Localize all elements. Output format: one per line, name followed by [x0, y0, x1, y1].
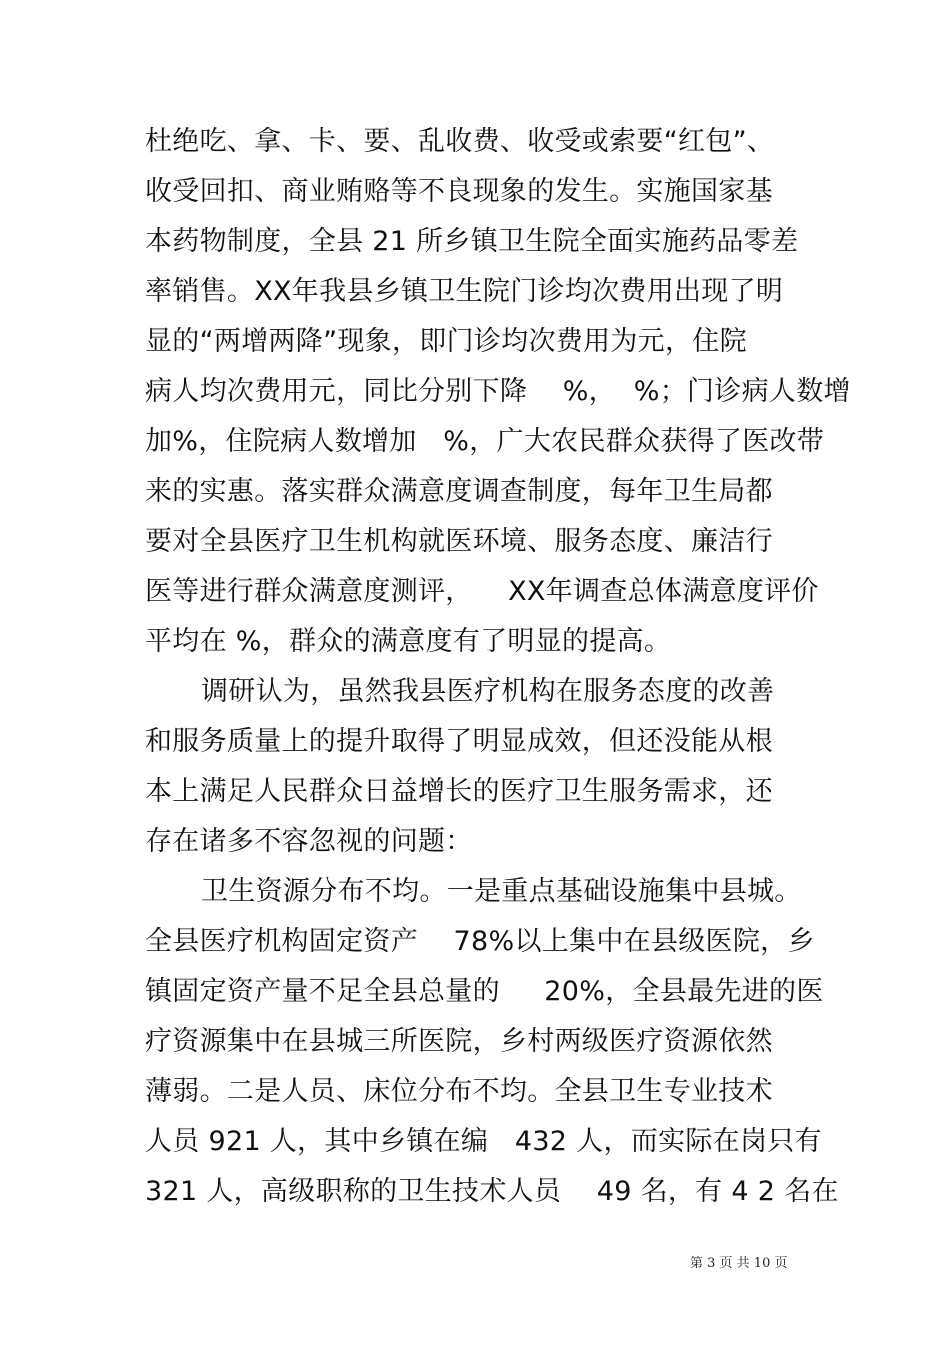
text-line-11: 平均在 %，群众的满意度有了明显的提高。 [145, 626, 672, 657]
text-line-15: 存在诸多不容忽视的问题： [145, 826, 473, 857]
text-line-12: 调研认为，虽然我县医疗机构在服务态度的改善 [201, 676, 775, 707]
page-number: 第 3 页 共 10 页 [690, 1256, 788, 1271]
text-line-9: 要对全县医疗卫生机构就医环境、服务态度、廉洁行 [145, 526, 773, 557]
text-line-22: 321 人，高级职称的卫生技术人员 49 名，有 4 2 名在 [145, 1176, 839, 1207]
text-line-6: 病人均次费用元，同比分别下降 %， %；门诊病人数增 [145, 376, 851, 407]
text-line-7: 加%，住院病人数增加 %，广大农民群众获得了医改带 [145, 426, 825, 457]
text-line-4: 率销售。XX年我县乡镇卫生院门诊均次费用出现了明 [145, 276, 784, 307]
text-line-8: 来的实惠。落实群众满意度调查制度，每年卫生局都 [145, 476, 773, 507]
text-line-18: 镇固定资产量不足全县总量的 20%，全县最先进的医 [145, 976, 824, 1007]
text-line-5: 显的“两增两降”现象，即门诊均次费用为元，住院 [145, 326, 747, 357]
text-line-3: 本药物制度，全县 21 所乡镇卫生院全面实施药品零差 [145, 226, 799, 257]
text-line-20: 薄弱。二是人员、床位分布不均。全县卫生专业技术 [145, 1076, 773, 1107]
text-line-1: 杜绝吃、拿、卡、要、乱收费、收受或索要“红包”、 [145, 126, 775, 157]
text-line-10: 医等进行群众满意度测评， XX年调查总体满意度评价 [145, 576, 819, 607]
text-line-14: 本上满足人民群众日益增长的医疗卫生服务需求，还 [145, 776, 773, 807]
text-line-21: 人员 921 人，其中乡镇在编 432 人，而实际在岗只有 [145, 1126, 822, 1157]
text-line-16: 卫生资源分布不均。一是重点基础设施集中县城。 [201, 876, 802, 907]
text-line-19: 疗资源集中在县城三所医院，乡村两级医疗资源依然 [145, 1026, 773, 1057]
text-line-2: 收受回扣、商业贿赂等不良现象的发生。实施国家基 [145, 176, 773, 207]
text-line-13: 和服务质量上的提升取得了明显成效，但还没能从根 [145, 726, 773, 757]
text-line-17: 全县医疗机构固定资产 78%以上集中在县级医院，乡 [145, 926, 815, 957]
